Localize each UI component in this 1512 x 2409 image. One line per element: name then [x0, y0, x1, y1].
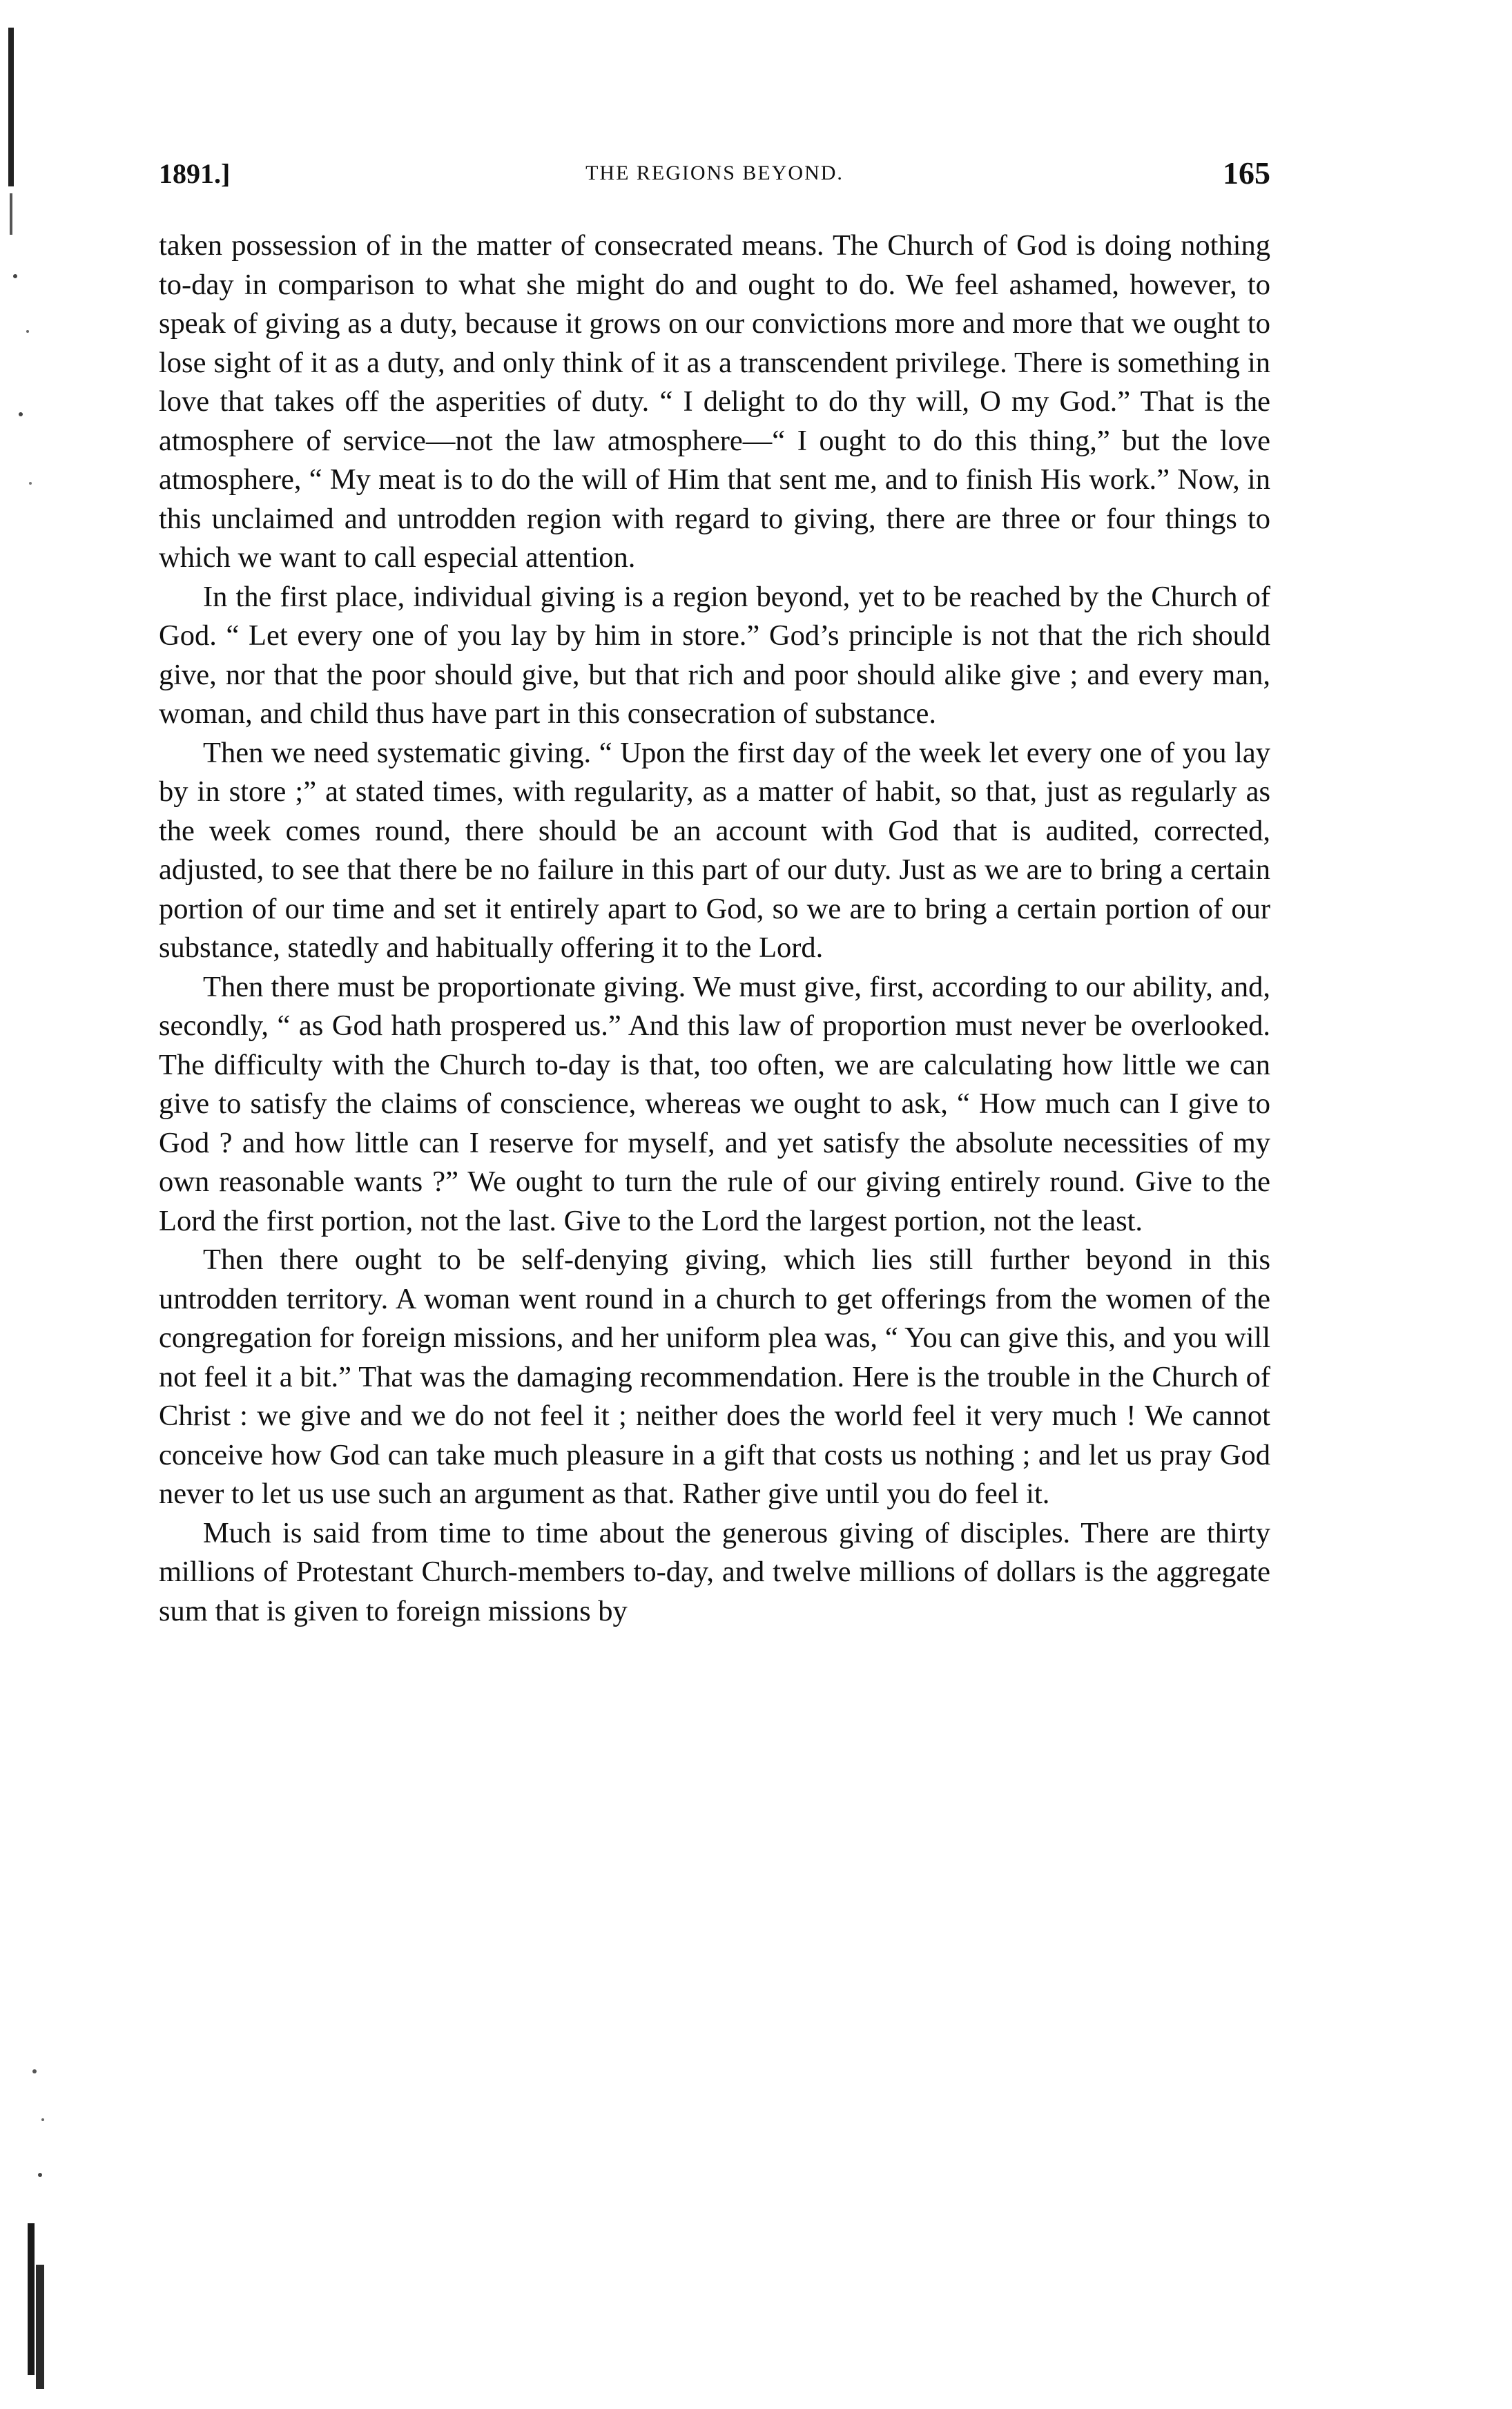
paragraph-1: taken possession of in the matter of consecrated means. The Church of God is doing nothing to-day in comparison to what she might do and ought to do. We feel ashamed, however, to speak of giving as a duty, because it grows on our convictions more and more that we ought to lose sight of it as a duty, and only think of it as a transcendent privilege. There is something in love that takes off the asperities of duty. “ I delight to do thy will, O my God.” That is the atmosphere of service—not the law atmosphere—“ I ought to do this thing,” but the love atmosphere, “ My meat is to do the will of Him that sent me, and to finish His work.” Now, in this unclaimed and untrodden region with regard to giving, there are three or four things to which we want to call especial attention.	[159, 229, 1270, 574]
paragraph-6: Much is said from time to time about the generous giving of disciples. There are thirty millions of Protestant Church-members to-day, and twelve millions of dollars is the aggregate sum that is given to foreign missions by	[159, 1516, 1270, 1627]
paragraph-3: Then we need systematic giving. “ Upon the first day of the week let every one of you lay by in store ;” at stated times, with regularity, as a matter of habit, so that, just as regularly as the week comes round, there should be an account with God that is audited, corrected, adjusted, to see that there be no failure in this part of our duty. Just as we are to bring a certain portion of our time and set it entirely apart to God, so we are to bring a certain portion of our substance, statedly and habitually offering it to the Lord.	[159, 736, 1270, 964]
paragraph-2: In the first place, individual giving is a region beyond, yet to be reached by the Church of God. “ Let every one of you lay by him in store.” God’s principle is not that the rich should give, nor that the poor should give, but that rich and poor should alike give ; and every man, woman, and child thus have part in this consecration of substance.	[159, 580, 1270, 730]
page-number: 165	[1223, 155, 1270, 191]
running-title: THE REGIONS BEYOND.	[585, 162, 844, 184]
header-year: 1891.]	[159, 158, 231, 189]
body-text	[159, 226, 1270, 1631]
paragraph-4: Then there must be proportionate giving. We must give, first, according to our ability, and, secondly, “ as God hath prospered us.” And this law of proportion must never be overlooked. The difficulty with the Church to-day is that, too often, we are calculating how little we can give to satisfy the claims of conscience, whereas we ought to ask, “ How much can I give to God ? and how little can I reserve for myself, and yet satisfy the absolute necessities of my own reasonable wants ?” We ought to turn the rule of our giving entirely round. Give to the Lord the first portion, not the last. Give to the Lord the largest portion, not the least.	[159, 970, 1270, 1237]
scan-edge-marks	[7, 28, 55, 2396]
paragraph-5: Then there ought to be self-denying giving, which lies still further beyond in this untrodden territory. A woman went round in a church to get offerings from the women of the congregation for foreign missions, and her uniform plea was, “ You can give this, and you will not feel it a bit.” That was the damaging recommendation. Here is the trouble in the Church of Christ : we give and we do not feel it ; neither does the world feel it very much ! We cannot conceive how God can take much pleasure in a gift that costs us nothing ; and let us pray God never to let us use such an argument as that. Rather give until you do feel it.	[159, 1244, 1270, 1510]
running-header	[159, 157, 1270, 206]
